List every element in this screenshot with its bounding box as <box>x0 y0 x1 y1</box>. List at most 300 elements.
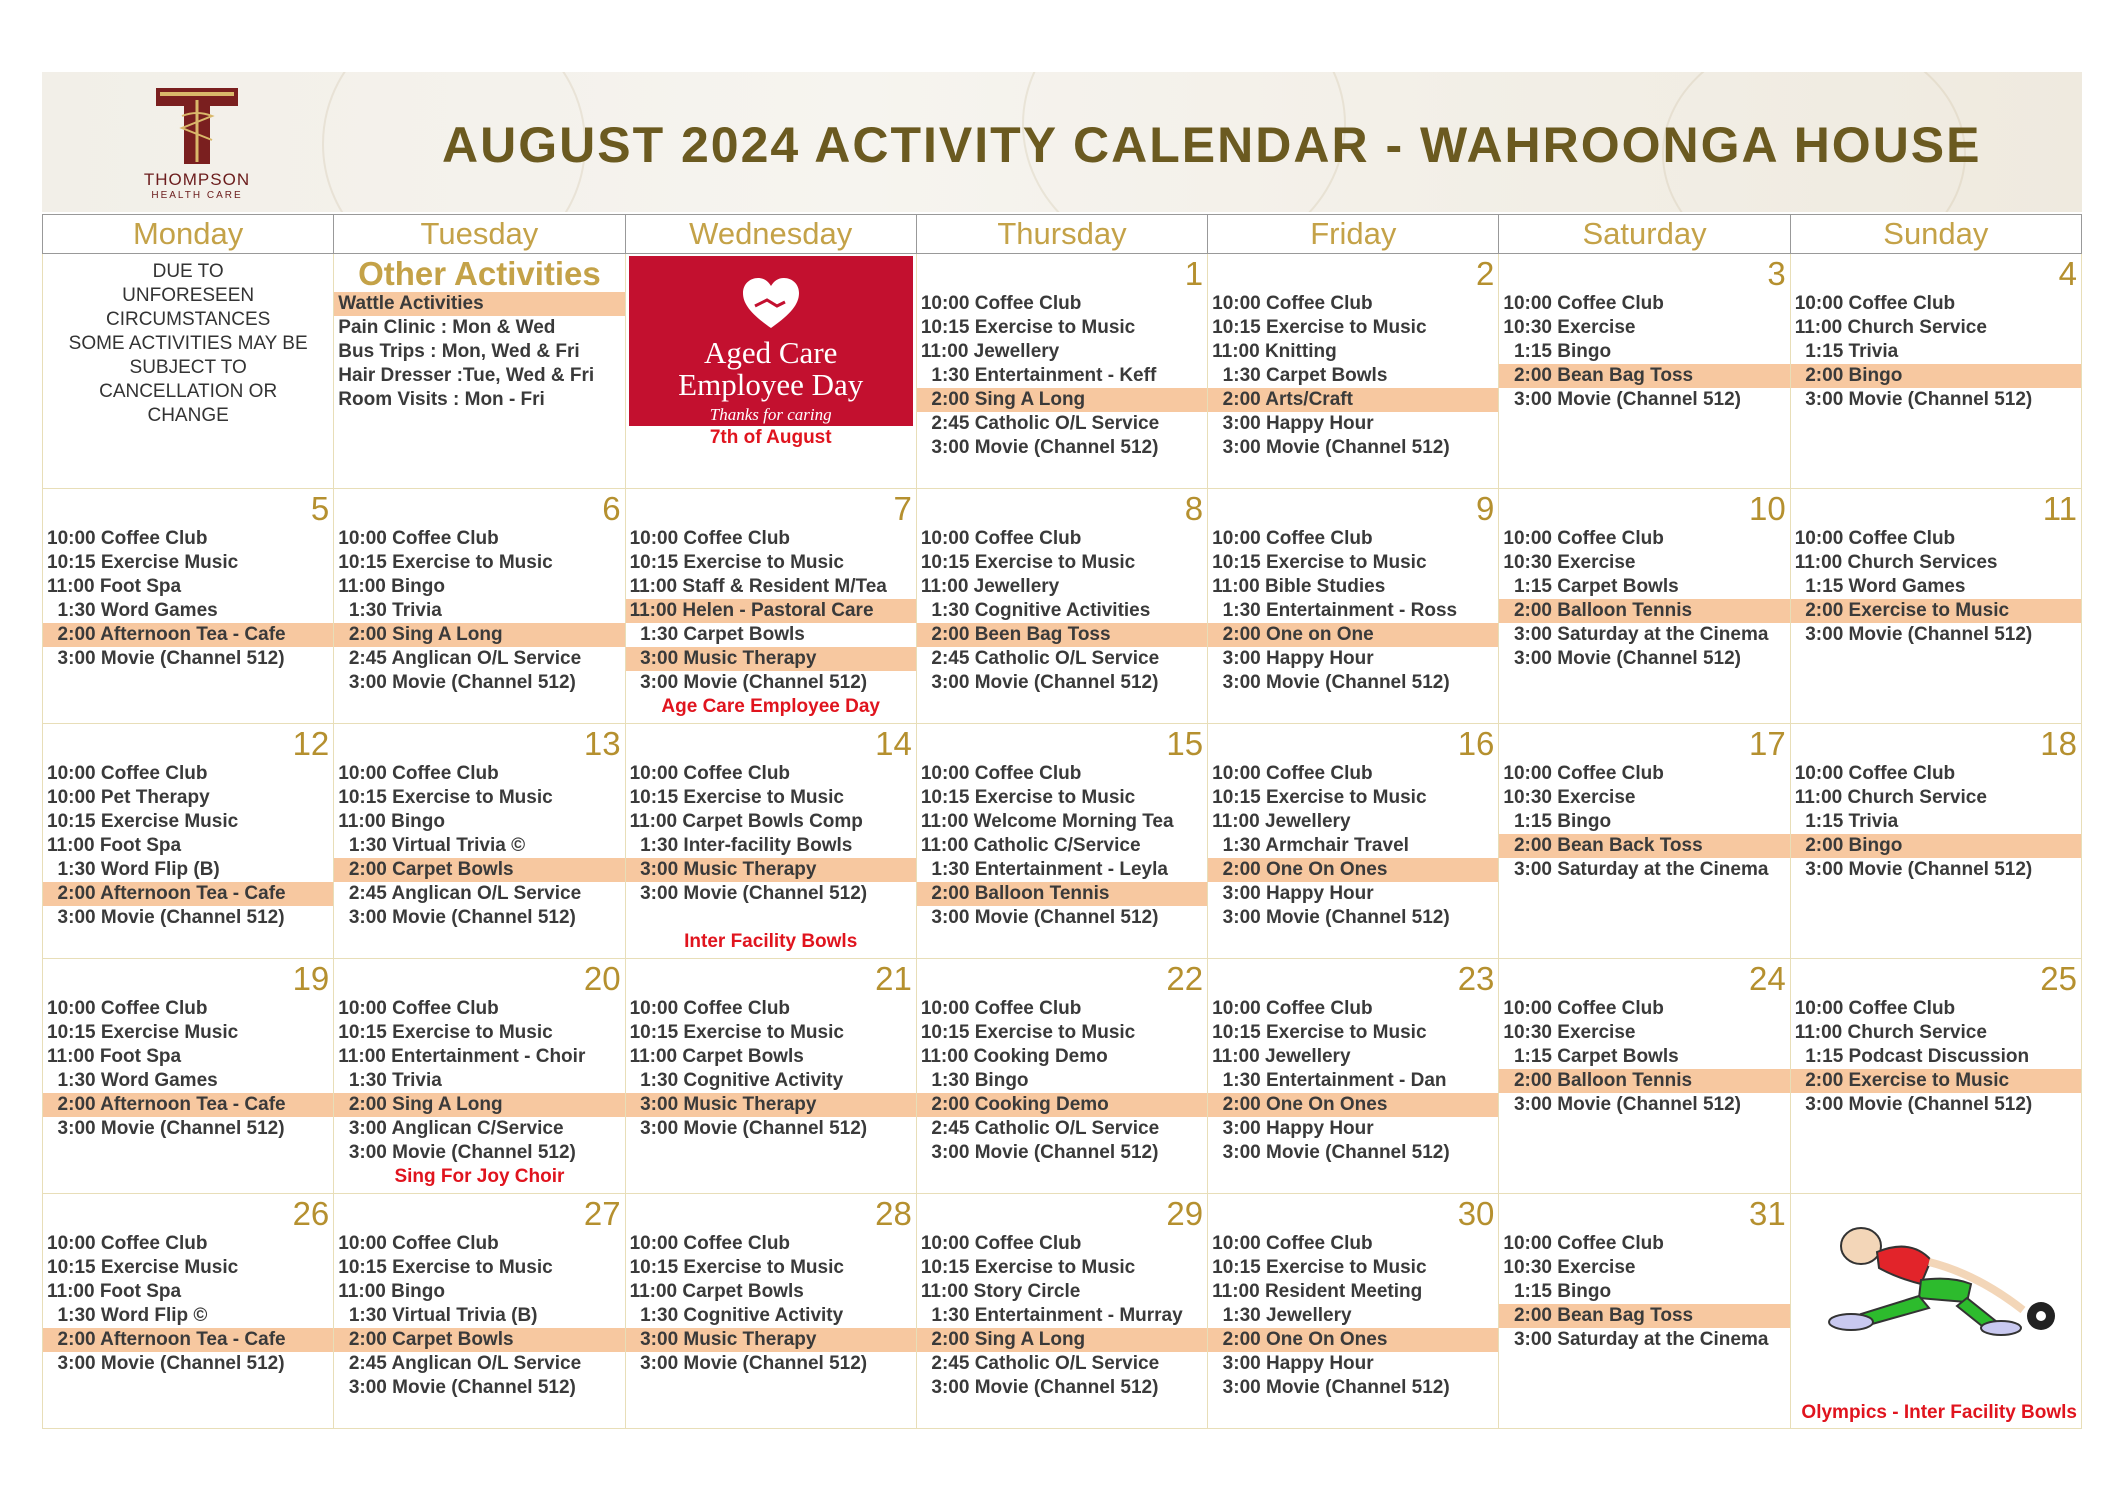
activity-item: 3:00 Movie (Channel 512) <box>1794 1094 2033 1115</box>
activity-item: 2:45 Anglican O/L Service <box>338 648 582 669</box>
activity-calendar <box>42 214 2082 1429</box>
activity-item: 1:30 Jewellery <box>1212 1305 1352 1326</box>
activity-item: 1:15 Trivia <box>1794 341 1899 362</box>
activity-item: 1:30 Armchair Travel <box>1212 835 1409 856</box>
olympics-note: Olympics - Inter Facility Bowls <box>1801 1402 2077 1423</box>
activity-item: 10:15 Exercise to Music <box>920 787 1136 808</box>
activity-item: 2:00 Balloon Tennis <box>1499 1069 1789 1093</box>
activity-item: 3:00 Movie (Channel 512) <box>1212 1377 1450 1398</box>
activity-item: 11:00 Church Service <box>1794 1022 1987 1043</box>
weekday-header-thursday: Thursday <box>916 215 1207 254</box>
activity-item: 2:45 Catholic O/L Service <box>920 413 1160 434</box>
event-note: Sing For Joy Choir <box>394 1166 565 1187</box>
day-number: 18 <box>2040 725 2077 762</box>
day-cell <box>1790 254 2081 489</box>
activity-item: 2:00 Afternoon Tea - Cafe <box>43 1093 333 1117</box>
activity-item: 3:00 Saturday at the Cinema <box>1503 624 1769 645</box>
activity-item: 2:00 One On Ones <box>1208 1093 1498 1117</box>
activity-item: 10:15 Exercise to Music <box>629 1257 844 1278</box>
day-cell <box>334 959 625 1194</box>
calendar-week-row <box>43 1194 2082 1429</box>
day-number: 25 <box>2040 960 2077 997</box>
activity-item: 1:30 Entertainment - Murray <box>920 1305 1183 1326</box>
day-number: 24 <box>1748 960 1786 997</box>
notice-line: UNFORESEEN <box>122 285 255 306</box>
activity-item: 10:15 Exercise to Music <box>920 1022 1136 1043</box>
activity-item: 11:00 Entertainment - Choir <box>338 1046 586 1067</box>
activity-item: 1:30 Trivia <box>338 1070 442 1091</box>
weekday-header-monday: Monday <box>43 215 334 254</box>
activity-item: 10:00 Coffee Club <box>1794 763 1956 784</box>
calendar-body <box>43 254 2082 1429</box>
activity-item: 2:00 Carpet Bowls <box>334 858 624 882</box>
activity-item: 11:00 Foot Spa <box>47 1046 182 1067</box>
activity-item: 2:00 Exercise to Music <box>1791 1069 2081 1093</box>
activity-item: 1:30 Cognitive Activity <box>629 1070 844 1091</box>
activity-item: 3:00 Music Therapy <box>626 858 916 882</box>
activity-item: 1:15 Podcast Discussion <box>1794 1046 2030 1067</box>
activity-item: 10:00 Coffee Club <box>338 998 499 1019</box>
activity-item: 1:15 Bingo <box>1503 341 1612 362</box>
activity-item: 10:00 Coffee Club <box>47 1233 208 1254</box>
calendar-week-row <box>43 254 2082 489</box>
activity-item: 2:00 Arts/Craft <box>1208 388 1498 412</box>
activity-item: 10:00 Coffee Club <box>1503 763 1664 784</box>
activity-item: 10:00 Coffee Club <box>920 763 1082 784</box>
day-cell <box>916 1194 1207 1429</box>
activity-item: 3:00 Movie (Channel 512) <box>1503 389 1741 410</box>
banner-date-note: 7th of August <box>709 427 832 448</box>
activity-item: 10:30 Exercise <box>1503 1257 1636 1278</box>
logo-subtitle: HEALTH CARE <box>151 190 243 201</box>
day-cell <box>1499 254 1790 489</box>
activity-item: 10:00 Coffee Club <box>1212 998 1373 1019</box>
activity-item: 1:30 Cognitive Activities <box>920 600 1151 621</box>
activity-item: 1:15 Word Games <box>1794 576 1966 597</box>
activity-item: 11:00 Bible Studies <box>1212 576 1386 597</box>
calendar-header <box>42 72 2082 212</box>
day-cell <box>1499 489 1790 724</box>
activity-item: 10:30 Exercise <box>1503 1022 1636 1043</box>
activity-item: 10:00 Coffee Club <box>1503 1233 1664 1254</box>
logo-t-mark-icon <box>122 86 272 166</box>
calendar-week-row <box>43 959 2082 1194</box>
activity-item: 2:45 Catholic O/L Service <box>920 648 1160 669</box>
day-number: 4 <box>2058 255 2077 292</box>
activity-item: 3:00 Movie (Channel 512) <box>338 672 576 693</box>
activity-item: 2:00 Been Bag Toss <box>917 623 1207 647</box>
day-cell <box>625 1194 916 1429</box>
activity-item: 1:15 Carpet Bowls <box>1503 576 1679 597</box>
activity-item: 10:15 Exercise to Music <box>1212 1257 1427 1278</box>
thompson-logo <box>122 86 272 206</box>
day-cell <box>1208 1194 1499 1429</box>
day-number: 13 <box>583 725 621 762</box>
weekday-header-saturday: Saturday <box>1499 215 1790 254</box>
activity-item: 10:00 Coffee Club <box>1794 528 1956 549</box>
activity-item: 10:00 Coffee Club <box>920 528 1082 549</box>
weekday-header-friday: Friday <box>1208 215 1499 254</box>
activity-item: 1:15 Carpet Bowls <box>1503 1046 1679 1067</box>
activity-item: 11:00 Church Service <box>1794 787 1987 808</box>
activity-item: 10:15 Exercise Music <box>47 1257 239 1278</box>
activity-item: 10:00 Coffee Club <box>338 763 499 784</box>
activity-item: 2:00 Balloon Tennis <box>1499 599 1789 623</box>
day-cell <box>916 489 1207 724</box>
activity-item: 3:00 Anglican C/Service <box>338 1118 564 1139</box>
activity-item: 2:00 Sing A Long <box>917 388 1207 412</box>
activity-item: 2:00 Bingo <box>1791 364 2081 388</box>
activity-item: 2:00 Afternoon Tea - Cafe <box>43 1328 333 1352</box>
day-cell <box>334 489 625 724</box>
activity-item: 10:00 Coffee Club <box>1503 528 1664 549</box>
day-number: 14 <box>875 725 912 762</box>
activity-item: 1:30 Carpet Bowls <box>629 624 805 645</box>
activity-item: 3:00 Movie (Channel 512) <box>629 883 868 904</box>
activity-item: 11:00 Carpet Bowls <box>629 1046 804 1067</box>
activity-item: 3:00 Movie (Channel 512) <box>629 1118 868 1139</box>
activity-item: 3:00 Movie (Channel 512) <box>920 1142 1159 1163</box>
activity-item: 10:00 Coffee Club <box>1503 293 1664 314</box>
activity-item: 11:00 Bingo <box>338 576 445 597</box>
activity-item: 10:00 Coffee Club <box>1212 528 1373 549</box>
activity-item: 11:00 Church Services <box>1794 552 1998 573</box>
activity-item: 11:00 Carpet Bowls Comp <box>629 811 863 832</box>
activity-item: 10:00 Coffee Club <box>47 763 208 784</box>
notice-line: SUBJECT TO <box>129 357 247 378</box>
activity-item: 2:00 Bingo <box>1791 834 2081 858</box>
activity-item: 3:00 Movie (Channel 512) <box>1212 437 1450 458</box>
activity-item: 2:45 Anglican O/L Service <box>338 883 582 904</box>
activity-item: 10:00 Coffee Club <box>47 998 208 1019</box>
weekday-header-tuesday: Tuesday <box>334 215 625 254</box>
activity-item: 10:15 Exercise to Music <box>1212 552 1427 573</box>
weekday-header-row <box>43 215 2082 254</box>
day-cell <box>43 489 334 724</box>
activity-item: 11:00 Staff & Resident M/Tea <box>629 576 887 597</box>
activity-item: 10:00 Coffee Club <box>920 293 1082 314</box>
employee-day-cell <box>625 254 916 489</box>
activity-item: 3:00 Movie (Channel 512) <box>1503 1094 1741 1115</box>
day-number: 7 <box>893 490 912 527</box>
activity-item: 11:00 Bingo <box>338 1281 445 1302</box>
activity-item: 11:00 Church Service <box>1794 317 1987 338</box>
weekday-header-sunday: Sunday <box>1790 215 2081 254</box>
activity-item: 10:00 Coffee Club <box>920 1233 1082 1254</box>
activity-item: 3:00 Movie (Channel 512) <box>920 1377 1159 1398</box>
activity-item: 2:45 Catholic O/L Service <box>920 1353 1160 1374</box>
day-number: 12 <box>292 725 330 762</box>
activity-item: 1:30 Word Flip © <box>47 1305 208 1326</box>
activity-item: 2:00 One On Ones <box>1208 858 1498 882</box>
activity-item: 3:00 Movie (Channel 512) <box>338 907 576 928</box>
activity-item: 10:30 Exercise <box>1503 317 1636 338</box>
day-cell <box>1208 489 1499 724</box>
activity-item: 10:00 Coffee Club <box>1212 1233 1373 1254</box>
activity-item: 10:00 Coffee Club <box>629 763 791 784</box>
day-cell <box>1499 724 1790 959</box>
activity-item: 11:00 Cooking Demo <box>920 1046 1108 1067</box>
activity-item: 3:00 Movie (Channel 512) <box>1794 389 2033 410</box>
activity-item: 2:00 Balloon Tennis <box>917 882 1207 906</box>
activity-item: 10:15 Exercise to Music <box>629 552 844 573</box>
activity-item: 3:00 Movie (Channel 512) <box>629 672 868 693</box>
activity-item: 11:00 Jewellery <box>1212 811 1351 832</box>
activity-item: 11:00 Helen - Pastoral Care <box>626 599 916 623</box>
page-title: AUGUST 2024 ACTIVITY CALENDAR - WAHROONGA HOUSE <box>442 117 1982 173</box>
day-cell <box>1208 254 1499 489</box>
activity-item: 10:15 Exercise to Music <box>629 1022 844 1043</box>
activity-item: 10:15 Exercise to Music <box>629 787 844 808</box>
banner-title-line1: Aged Care <box>703 335 838 370</box>
day-number: 28 <box>875 1195 912 1232</box>
activity-item: 1:15 Trivia <box>1794 811 1899 832</box>
day-cell <box>1499 1194 1790 1429</box>
day-number: 2 <box>1476 255 1495 292</box>
day-cell <box>1790 489 2081 724</box>
notice-cell <box>43 254 334 489</box>
activity-item: 11:00 Jewellery <box>920 576 1060 597</box>
day-number: 9 <box>1476 490 1495 527</box>
activity-item: 2:00 Bean Back Toss <box>1499 834 1789 858</box>
activity-item: 3:00 Movie (Channel 512) <box>629 1353 868 1374</box>
activity-item: 11:00 Foot Spa <box>47 835 182 856</box>
day-cell <box>625 959 916 1194</box>
day-number: 6 <box>602 490 621 527</box>
banner-title-line2: Employee Day <box>678 367 864 402</box>
activity-item: 3:00 Happy Hour <box>1212 1353 1374 1374</box>
activity-item: 3:00 Music Therapy <box>626 1328 916 1352</box>
day-number: 29 <box>1166 1195 1204 1232</box>
day-cell <box>916 724 1207 959</box>
day-number: 10 <box>1748 490 1786 527</box>
day-cell <box>334 724 625 959</box>
activity-item: 2:00 Afternoon Tea - Cafe <box>43 623 333 647</box>
day-cell <box>916 254 1207 489</box>
day-cell <box>334 1194 625 1429</box>
activity-item: 3:00 Happy Hour <box>1212 883 1374 904</box>
heart-hands-icon <box>741 276 801 332</box>
activity-item: 10:15 Exercise to Music <box>920 1257 1136 1278</box>
activity-item: 3:00 Movie (Channel 512) <box>920 907 1159 928</box>
activity-item: 10:15 Exercise to Music <box>338 1257 553 1278</box>
day-cell <box>1499 959 1790 1194</box>
activity-item: 3:00 Movie (Channel 512) <box>920 672 1159 693</box>
activity-item: 3:00 Movie (Channel 512) <box>47 648 285 669</box>
activity-item: 11:00 Resident Meeting <box>1212 1281 1423 1302</box>
activity-item: 10:15 Exercise to Music <box>1212 1022 1427 1043</box>
activity-item: 3:00 Movie (Channel 512) <box>338 1377 576 1398</box>
activity-item: 2:00 Sing A Long <box>917 1328 1207 1352</box>
day-number: 5 <box>310 490 330 527</box>
other-activities-cell <box>334 254 625 489</box>
other-activities-title: Other Activities <box>358 255 601 292</box>
activity-item: 2:45 Catholic O/L Service <box>920 1118 1160 1139</box>
activity-item: 1:30 Cognitive Activity <box>629 1305 844 1326</box>
notice-line: CHANGE <box>147 405 229 426</box>
day-cell <box>1790 724 2081 959</box>
day-cell <box>1790 959 2081 1194</box>
activity-item: 1:15 Bingo <box>1503 1281 1612 1302</box>
activity-item: 3:00 Movie (Channel 512) <box>1212 1142 1450 1163</box>
other-activity-item: Wattle Activities <box>334 292 624 316</box>
activity-item: 3:00 Music Therapy <box>626 1093 916 1117</box>
activity-item: 1:30 Bingo <box>920 1070 1029 1091</box>
activity-item: 1:30 Carpet Bowls <box>1212 365 1388 386</box>
day-number: 16 <box>1457 725 1495 762</box>
activity-item: 2:00 One On Ones <box>1208 1328 1498 1352</box>
activity-item: 11:00 Jewellery <box>1212 1046 1351 1067</box>
notice-line: DUE TO <box>152 261 224 282</box>
activity-item: 1:15 Bingo <box>1503 811 1612 832</box>
banner-subtitle: Thanks for caring <box>709 405 832 424</box>
activity-item: 10:15 Exercise to Music <box>920 552 1136 573</box>
activity-item: 10:00 Coffee Club <box>1794 293 1956 314</box>
activity-item: 3:00 Happy Hour <box>1212 648 1374 669</box>
activity-item: 11:00 Story Circle <box>920 1281 1081 1302</box>
activity-item: 10:15 Exercise to Music <box>920 317 1136 338</box>
logo-name: THOMPSON <box>143 170 251 189</box>
activity-item: 11:00 Knitting <box>1212 341 1337 362</box>
day-number: 3 <box>1767 255 1786 292</box>
calendar-week-row <box>43 489 2082 724</box>
activity-item: 10:00 Coffee Club <box>47 528 208 549</box>
activity-item: 11:00 Catholic C/Service <box>920 835 1141 856</box>
activity-item: 3:00 Movie (Channel 512) <box>47 907 285 928</box>
day-cell <box>43 1194 334 1429</box>
event-note: Inter Facility Bowls <box>684 931 858 952</box>
day-number: 15 <box>1166 725 1204 762</box>
activity-item: 1:30 Inter-facility Bowls <box>629 835 853 856</box>
activity-item: 2:00 Exercise to Music <box>1791 599 2081 623</box>
activity-item: 10:15 Exercise Music <box>47 1022 239 1043</box>
activity-item: 1:30 Virtual Trivia © <box>338 835 526 856</box>
activity-item: 10:15 Exercise to Music <box>338 787 553 808</box>
activity-item: 3:00 Movie (Channel 512) <box>1794 624 2033 645</box>
day-number: 8 <box>1184 490 1204 527</box>
activity-item: 2:00 Sing A Long <box>334 623 624 647</box>
day-number: 20 <box>583 960 621 997</box>
activity-item: 10:15 Exercise to Music <box>338 552 553 573</box>
activity-item: 3:00 Saturday at the Cinema <box>1503 1329 1769 1350</box>
activity-item: 10:15 Exercise to Music <box>338 1022 553 1043</box>
activity-item: 3:00 Happy Hour <box>1212 1118 1374 1139</box>
day-cell <box>625 489 916 724</box>
activity-item: 11:00 Foot Spa <box>47 1281 182 1302</box>
activity-item: 10:15 Exercise Music <box>47 811 239 832</box>
lawn-bowler-icon <box>1801 1218 2071 1338</box>
activity-item: 2:00 Carpet Bowls <box>334 1328 624 1352</box>
activity-item: 11:00 Foot Spa <box>47 576 182 597</box>
activity-item: 1:30 Word Games <box>47 1070 218 1091</box>
activity-item: 10:00 Coffee Club <box>338 528 499 549</box>
activity-item: 11:00 Carpet Bowls <box>629 1281 804 1302</box>
activity-item: 2:00 One on One <box>1208 623 1498 647</box>
day-cell <box>1208 724 1499 959</box>
aged-care-employee-day-banner <box>629 256 913 426</box>
activity-item: 3:00 Movie (Channel 512) <box>338 1142 576 1163</box>
notice-line: SOME ACTIVITIES MAY BE <box>68 333 308 354</box>
other-activity-item: Hair Dresser :Tue, Wed & Fri <box>338 365 595 386</box>
activity-item: 11:00 Welcome Morning Tea <box>920 811 1174 832</box>
day-cell <box>1208 959 1499 1194</box>
other-activity-item: Bus Trips : Mon, Wed & Fri <box>338 341 580 362</box>
day-number: 21 <box>875 960 912 997</box>
day-number: 11 <box>2042 490 2077 527</box>
activity-item: 10:30 Exercise <box>1503 552 1636 573</box>
notice-line: CANCELLATION OR <box>99 381 278 402</box>
activity-item: 11:00 Jewellery <box>920 341 1060 362</box>
activity-item: 10:00 Coffee Club <box>1212 763 1373 784</box>
activity-item: 3:00 Happy Hour <box>1212 413 1374 434</box>
calendar-week-row <box>43 724 2082 959</box>
activity-item: 1:30 Entertainment - Ross <box>1212 600 1458 621</box>
activity-item: 2:00 Bean Bag Toss <box>1499 1304 1789 1328</box>
event-note: Age Care Employee Day <box>661 696 880 717</box>
activity-item: 10:00 Coffee Club <box>1794 998 1956 1019</box>
activity-item: 2:00 Cooking Demo <box>917 1093 1207 1117</box>
activity-item: 10:00 Pet Therapy <box>47 787 210 808</box>
other-activity-item: Pain Clinic : Mon & Wed <box>338 317 556 338</box>
cancellation-notice <box>43 254 333 428</box>
activity-item: 3:00 Movie (Channel 512) <box>47 1353 285 1374</box>
day-number: 26 <box>292 1195 330 1232</box>
activity-item: 2:00 Bean Bag Toss <box>1499 364 1789 388</box>
day-number: 19 <box>292 960 330 997</box>
day-number: 22 <box>1166 960 1204 997</box>
activity-item: 10:00 Coffee Club <box>629 1233 791 1254</box>
day-number: 27 <box>583 1195 621 1232</box>
activity-item: 2:00 Afternoon Tea - Cafe <box>43 882 333 906</box>
activity-item: 2:00 Sing A Long <box>334 1093 624 1117</box>
activity-item: 1:30 Entertainment - Leyla <box>920 859 1168 880</box>
activity-item: 1:30 Entertainment - Dan <box>1212 1070 1447 1091</box>
activity-item: 3:00 Music Therapy <box>626 647 916 671</box>
day-number: 1 <box>1184 255 1204 292</box>
activity-item: 11:00 Bingo <box>338 811 445 832</box>
activity-item: 1:30 Word Flip (B) <box>47 859 220 880</box>
activity-item: 1:30 Entertainment - Keff <box>920 365 1157 386</box>
activity-item: 10:00 Coffee Club <box>1212 293 1373 314</box>
notice-line: CIRCUMSTANCES <box>105 309 271 330</box>
day-number: 17 <box>1748 725 1786 762</box>
activity-item: 10:30 Exercise <box>1503 787 1636 808</box>
activity-item: 10:15 Exercise to Music <box>1212 317 1427 338</box>
activity-item: 10:15 Exercise to Music <box>1212 787 1427 808</box>
activity-item: 3:00 Movie (Channel 512) <box>47 1118 285 1139</box>
day-cell <box>43 724 334 959</box>
activity-item: 2:45 Anglican O/L Service <box>338 1353 582 1374</box>
day-number: 31 <box>1748 1195 1786 1232</box>
activity-item: 10:00 Coffee Club <box>338 1233 499 1254</box>
activity-item: 1:30 Word Games <box>47 600 218 621</box>
day-cell <box>916 959 1207 1194</box>
activity-item: 3:00 Movie (Channel 512) <box>1503 648 1741 669</box>
activity-item: 3:00 Movie (Channel 512) <box>1212 672 1450 693</box>
activity-item: 3:00 Movie (Channel 512) <box>920 437 1159 458</box>
activity-item: 3:00 Movie (Channel 512) <box>1794 859 2033 880</box>
other-activity-item: Room Visits : Mon - Fri <box>338 389 545 410</box>
activity-item: 10:00 Coffee Club <box>629 998 791 1019</box>
day-number: 30 <box>1457 1195 1495 1232</box>
activity-item: 10:00 Coffee Club <box>1503 998 1664 1019</box>
activity-item: 1:30 Trivia <box>338 600 442 621</box>
activity-item: 10:00 Coffee Club <box>629 528 791 549</box>
day-number: 23 <box>1457 960 1495 997</box>
day-cell <box>43 959 334 1194</box>
activity-item: 3:00 Saturday at the Cinema <box>1503 859 1769 880</box>
activity-item: 3:00 Movie (Channel 512) <box>1212 907 1450 928</box>
